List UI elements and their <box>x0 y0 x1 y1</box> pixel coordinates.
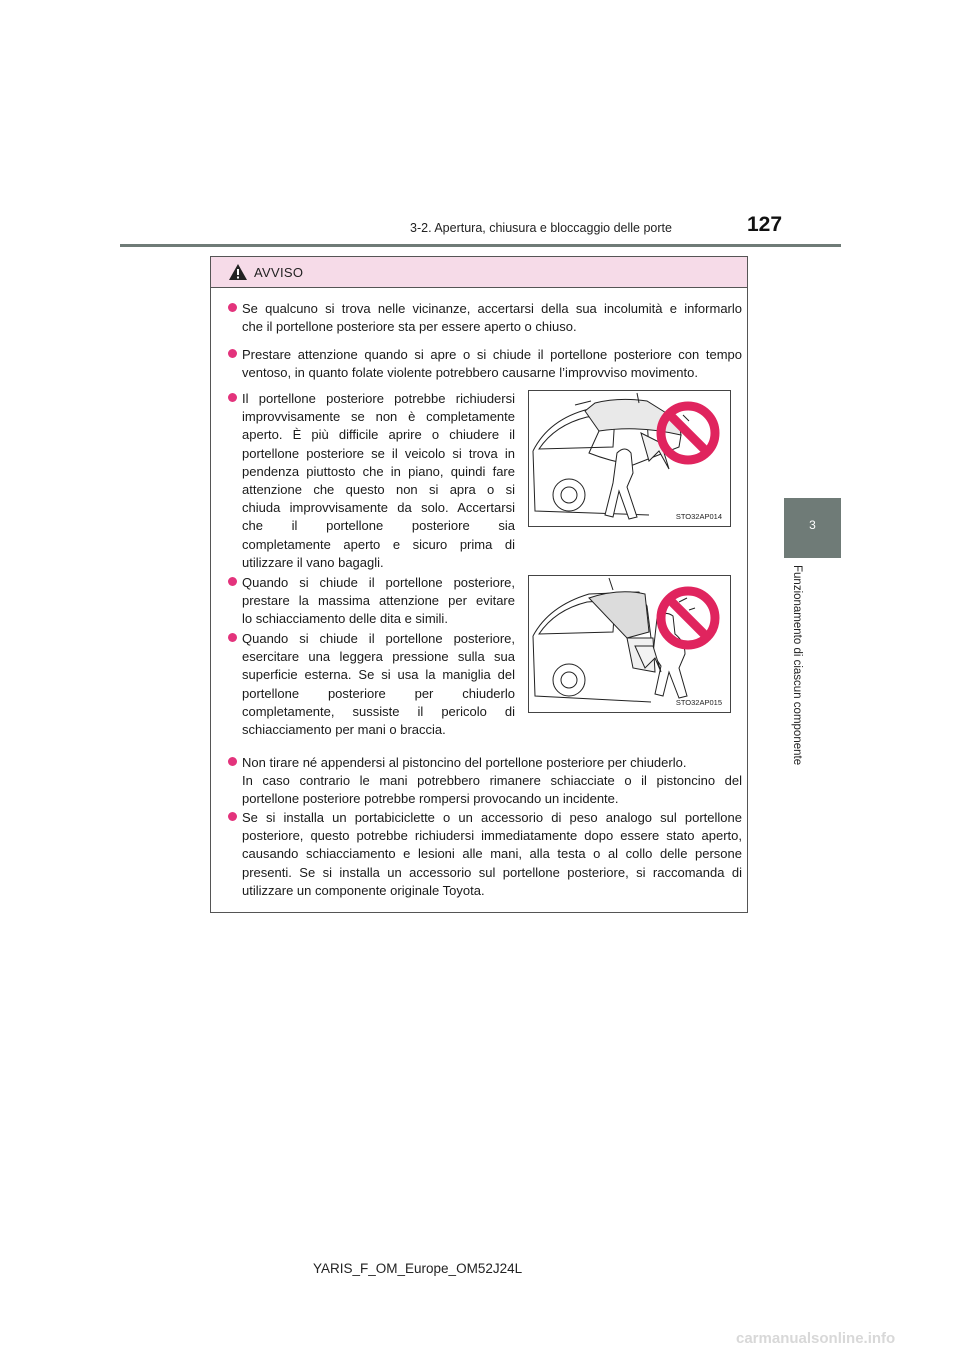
bullet-icon <box>228 812 237 821</box>
watermark[interactable]: carmanualsonline.info <box>736 1330 896 1347</box>
text-line: lo schiacciamento delle dita e simili. <box>242 611 448 627</box>
text-line: Il portellone posteriore potrebbe richiudersi <box>242 391 515 406</box>
text-line: Non tirare né appendersi al pistoncino del portellone posteriore per chiuderlo. <box>242 755 687 770</box>
text-line: schiacciamento per mani o braccia. <box>242 722 446 738</box>
bullet-icon <box>228 577 237 586</box>
bullet-icon <box>228 393 237 402</box>
text-line: improvvisamente se non è completamente <box>242 409 515 425</box>
text-line: portellone posteriore se il veicolo si trova in <box>242 445 515 461</box>
text-line: pendenza piuttosto che in piano, quindi fare <box>242 463 515 479</box>
warning-item <box>242 809 742 900</box>
text-line: utilizzare il vano bagagli. <box>242 554 384 570</box>
chapter-label: Funzionamento di ciascun componente <box>791 565 803 766</box>
illustration-code: STO32AP014 <box>675 512 722 521</box>
text-line: portellone posteriore potrebbe rompersi provocando un incidente. <box>242 791 619 807</box>
warning-item <box>242 574 515 629</box>
text-line: esercitare una leggera pressione sulla sua <box>242 649 515 665</box>
illustration-code: STO32AP015 <box>675 698 722 707</box>
warning-item <box>242 346 742 382</box>
text-line: In caso contrario le mani potrebbero rimanere schiacciate o il pistoncino del <box>242 773 742 789</box>
text-line: prestare la massima attenzione per evitare <box>242 593 515 609</box>
text-line: Se qualcuno si trova nelle vicinanze, accertarsi della sua incolumità e informarlo <box>242 301 742 316</box>
warning-title: AVVISO <box>254 264 304 280</box>
warning-box <box>210 256 748 913</box>
warning-header <box>211 257 747 288</box>
text-line: che il portellone posteriore sta per essere aperto o chiuso. <box>242 319 577 335</box>
warning-item <box>242 300 742 336</box>
text-line: utilizzare un componente originale Toyota. <box>242 882 485 898</box>
text-line: superficie esterna. Se si usa la maniglia del <box>242 667 515 683</box>
bullet-icon <box>228 757 237 766</box>
page-number: 127 <box>747 213 783 236</box>
illustration-tailgate-open <box>528 390 731 527</box>
text-line: Quando si chiude il portellone posteriore, <box>242 631 515 646</box>
warning-item <box>242 630 515 739</box>
text-line: attenzione che questo non si apra o si <box>242 482 515 498</box>
chapter-tab <box>784 498 841 558</box>
text-line: portellone posteriore per chiuderlo <box>242 685 515 701</box>
prohibition-icon <box>655 585 721 651</box>
bullet-icon <box>228 303 237 312</box>
text-line: che il portellone posteriore sia <box>242 518 515 534</box>
document-id: YARIS_F_OM_Europe_OM52J24L <box>313 1261 523 1276</box>
chapter-number: 3 <box>809 518 816 532</box>
text-line: Quando si chiude il portellone posteriore, <box>242 575 515 590</box>
warning-item <box>242 754 742 809</box>
warning-triangle-icon <box>228 263 248 281</box>
text-line: completamente aperto e sicuro prima di <box>242 536 515 552</box>
text-line: chiuda improvvisamente da solo. Accertarsi <box>242 500 515 516</box>
section-title: 3-2. Apertura, chiusura e bloccaggio delle porte <box>410 221 672 235</box>
text-line: presenti. Se si installa un accessorio sul portellone posteriore, si raccomanda di <box>242 864 742 880</box>
prohibition-icon <box>655 400 721 466</box>
text-line: causando schiacciamento e lesioni alle mani, alla testa o al collo delle persone <box>242 846 742 862</box>
bullet-icon <box>228 633 237 642</box>
warning-item <box>242 390 515 572</box>
bullet-icon <box>228 349 237 358</box>
illustration-tailgate-closing <box>528 575 731 713</box>
text-line: Se si installa un portabiciclette o un accessorio di peso analogo sul portellone <box>242 810 742 825</box>
text-line: aperto. È più difficile aprire o chiudere il <box>242 427 515 443</box>
header-divider <box>120 244 841 247</box>
text-line: completamente, sussiste il pericolo di <box>242 703 515 719</box>
text-line: Prestare attenzione quando si apre o si chiude il portellone posteriore con tempo <box>242 347 742 362</box>
text-line: posteriore, questo potrebbe richiudersi immediatamente dopo essere stato aperto, <box>242 828 742 844</box>
text-line: ventoso, in quanto folate violente potrebbero causarne l’improvviso movimento. <box>242 365 698 381</box>
